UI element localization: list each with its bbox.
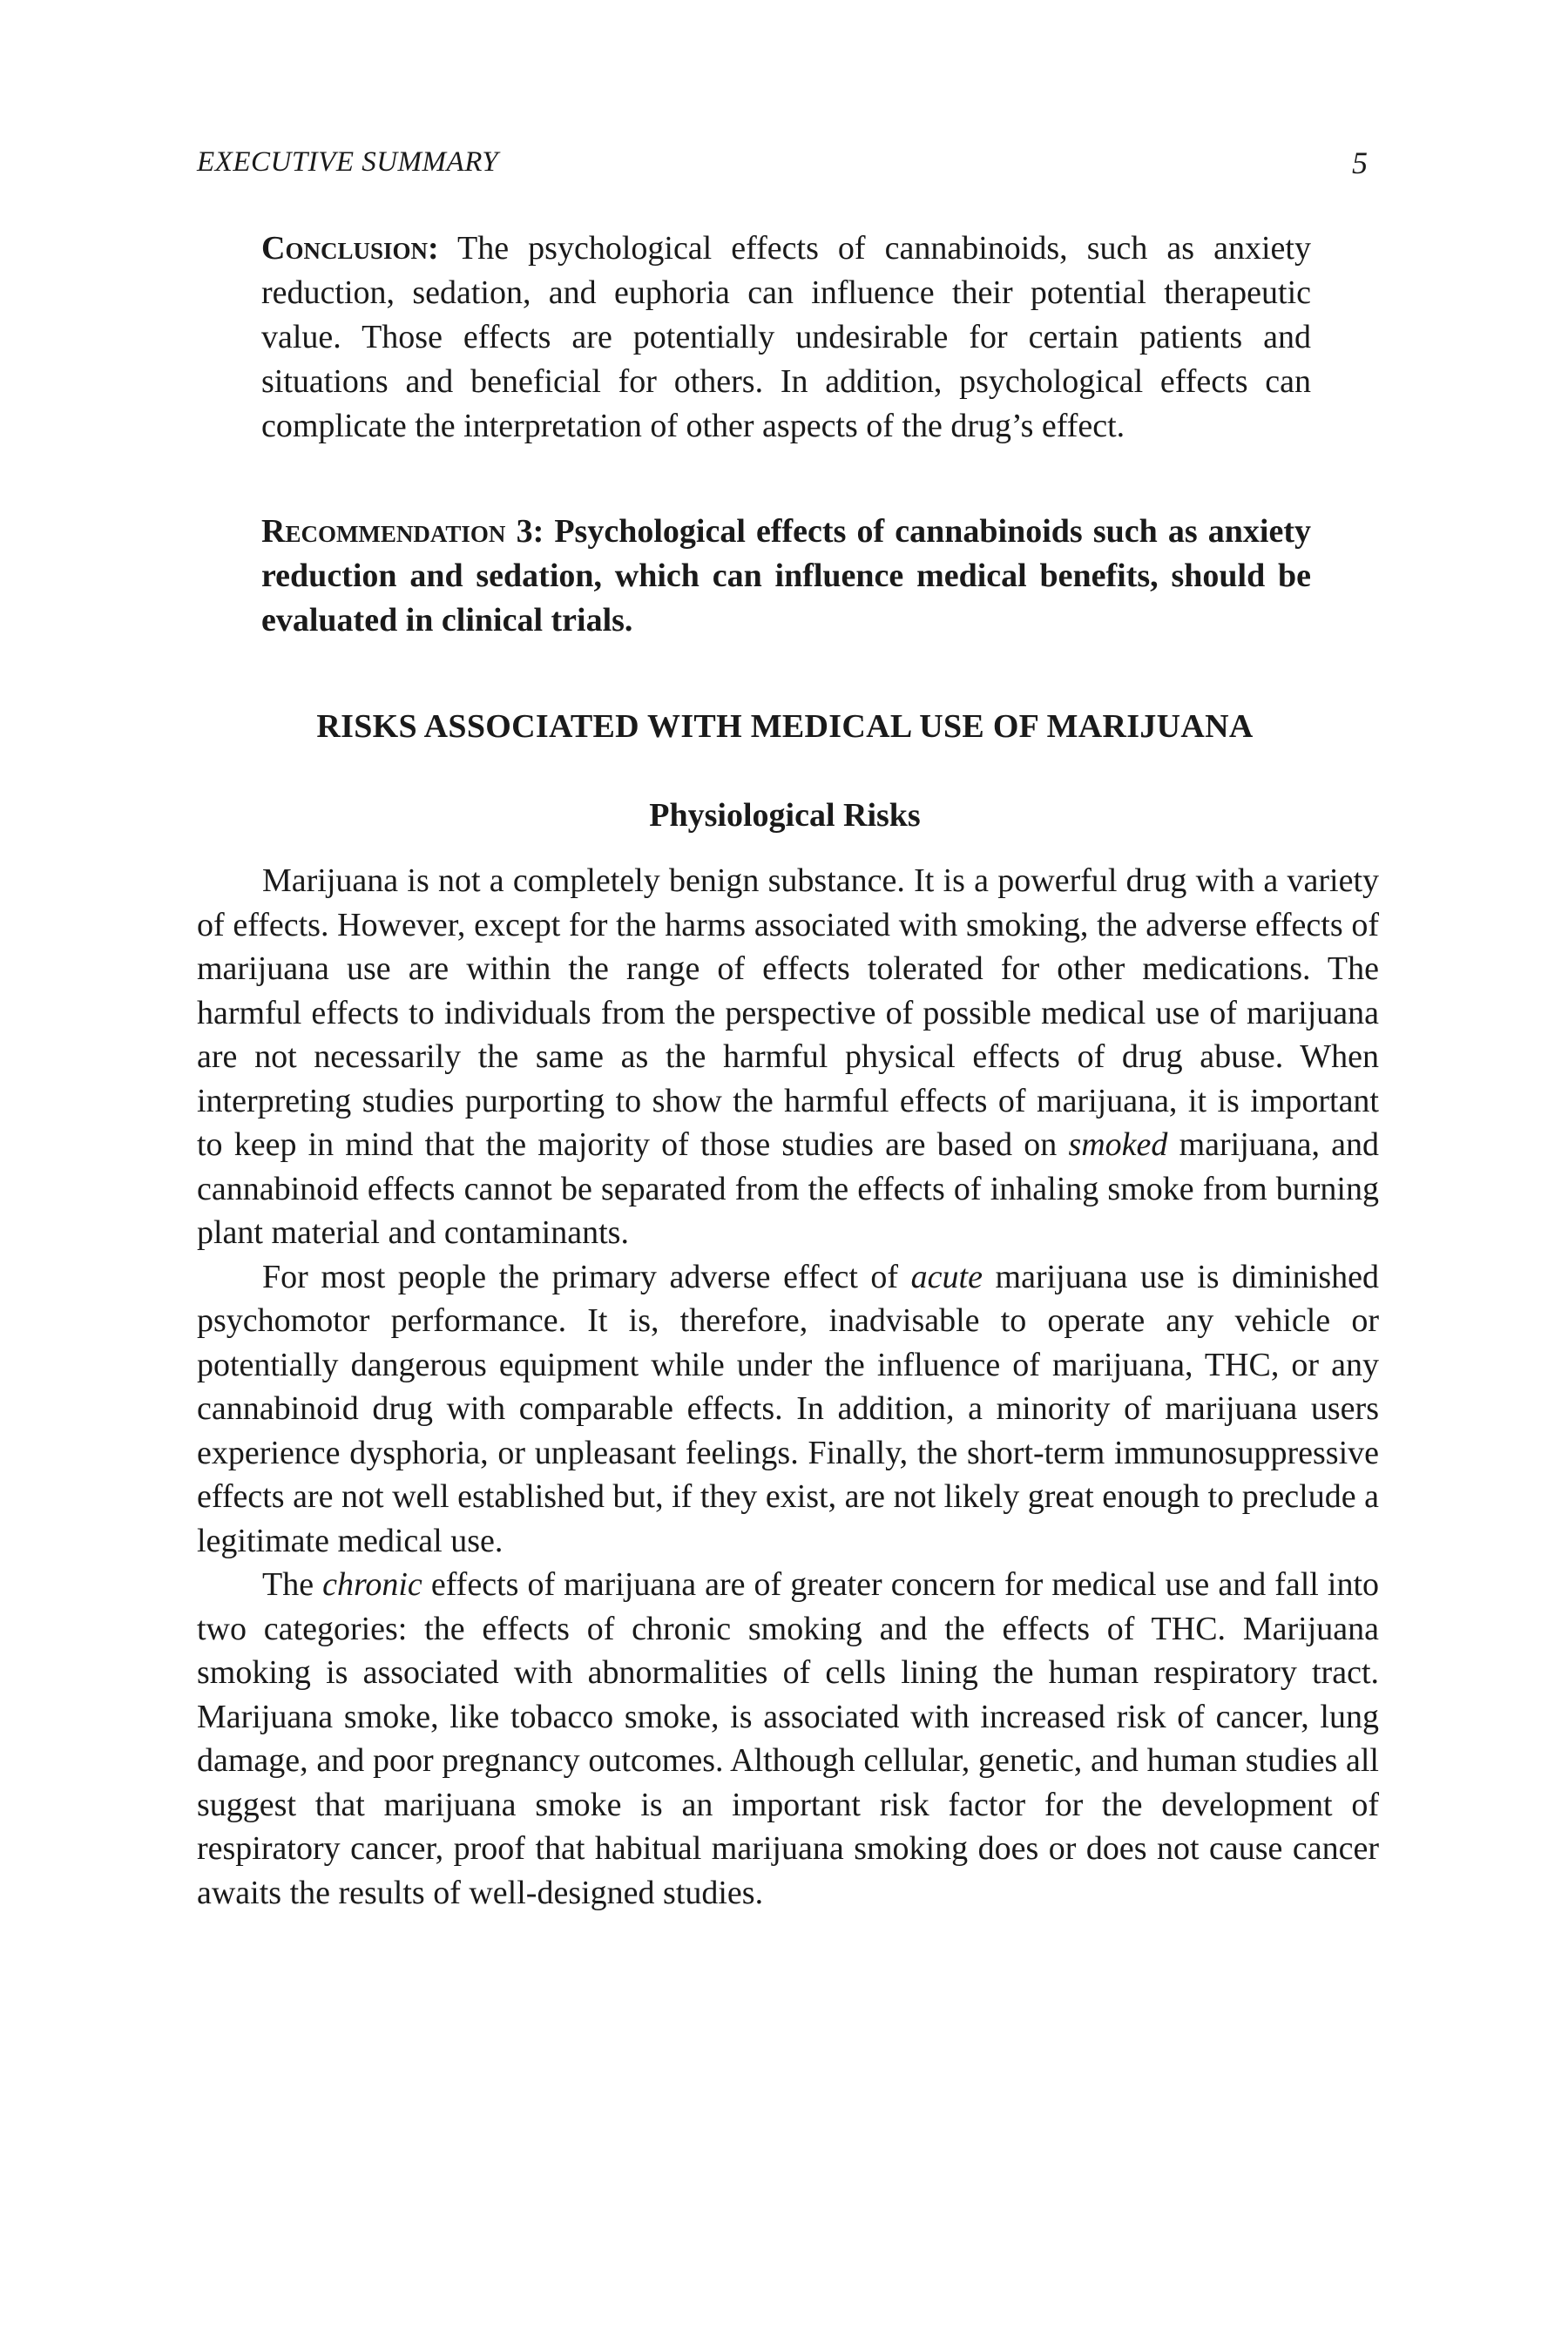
- paragraph-3: [197, 1563, 1379, 1915]
- recommendation-block: [261, 510, 1311, 643]
- paragraph-1-text-b: marijuana, and cannabinoid effects cannot be separated from the effects of inhaling smoke from burning plant material and contaminants.: [197, 1126, 1380, 1251]
- paragraph-2-emphasis: acute: [910, 1258, 983, 1295]
- recommendation-text: Psychological effects of cannabinoids such as anxiety reduction and sedation, which can influence medical benefits, should be evaluated in clinical trials.: [261, 513, 1311, 639]
- paragraph-1-emphasis: smoked: [1068, 1126, 1168, 1163]
- sub-heading: Physiological Risks: [649, 797, 921, 834]
- paragraph-1: [197, 859, 1379, 1255]
- page-number: 5: [1352, 145, 1368, 180]
- running-header: EXECUTIVE SUMMARY: [197, 146, 499, 178]
- conclusion-text: The psychological effects of cannabinoids, such as anxiety reduction, sedation, and euphoria can influence their potential therapeutic value. Those effects are potentially undesirable for certain patients and situations and beneficial for others. In addition, psychological effects can complicate the interpretation of other aspects of the drug’s effect.: [261, 230, 1311, 444]
- section-heading: RISKS ASSOCIATED WITH MEDICAL USE OF MARIJUANA: [316, 708, 1254, 745]
- recommendation-label: Recommendation: [261, 513, 506, 550]
- paragraph-3-emphasis: chronic: [322, 1566, 422, 1603]
- paragraph-3-text-a: The: [262, 1566, 314, 1603]
- paragraph-2-text-b: marijuana use is diminished psychomotor performance. It is, therefore, inadvisable to operate any vehicle or potentially dangerous equipment while under the influence of marijuana, THC, or any cannabinoid drug with comparable effects. In addition, a minority of marijuana users experience dysphoria, or unpleasant feelings. Finally, the short-term immunosuppressive effects are not well established but, if they exist, are not likely great enough to preclude a legitimate medical use.: [197, 1258, 1380, 1559]
- conclusion-block: [261, 226, 1311, 449]
- conclusion-label: Conclusion:: [261, 230, 439, 267]
- paragraph-2: [197, 1255, 1379, 1564]
- paragraph-2-text-a: For most people the primary adverse effect of: [262, 1258, 899, 1295]
- body-text: [197, 859, 1379, 1915]
- recommendation-number: 3:: [516, 513, 544, 550]
- paragraph-3-text-b: effects of marijuana are of greater concern for medical use and fall into two categories: the effects of chronic smoking and the effects of THC. Marijuana smoking is associated with abnormalities of cells lining the human respiratory tract. Marijuana smoke, like tobacco smoke, is associated with increased risk of cancer, lung damage, and poor pregnancy outcomes. Although cellular, genetic, and human studies all suggest that marijuana smoke is an important risk factor for the development of respiratory cancer, proof that habitual marijuana smoking does or does not cause cancer awaits the results of well-designed studies.: [197, 1566, 1380, 1911]
- paragraph-1-text-a: Marijuana is not a completely benign substance. It is a powerful drug with a variety of effects. However, except for the harms associated with smoking, the adverse effects of marijuana use are within the range of effects tolerated for other medications. The harmful effects to individuals from the perspective of possible medical use of marijuana are not necessarily the same as the harmful physical effects of drug abuse. When interpreting studies purporting to show the harmful effects of marijuana, it is important to keep in mind that the majority of those studies are based on: [197, 862, 1379, 1163]
